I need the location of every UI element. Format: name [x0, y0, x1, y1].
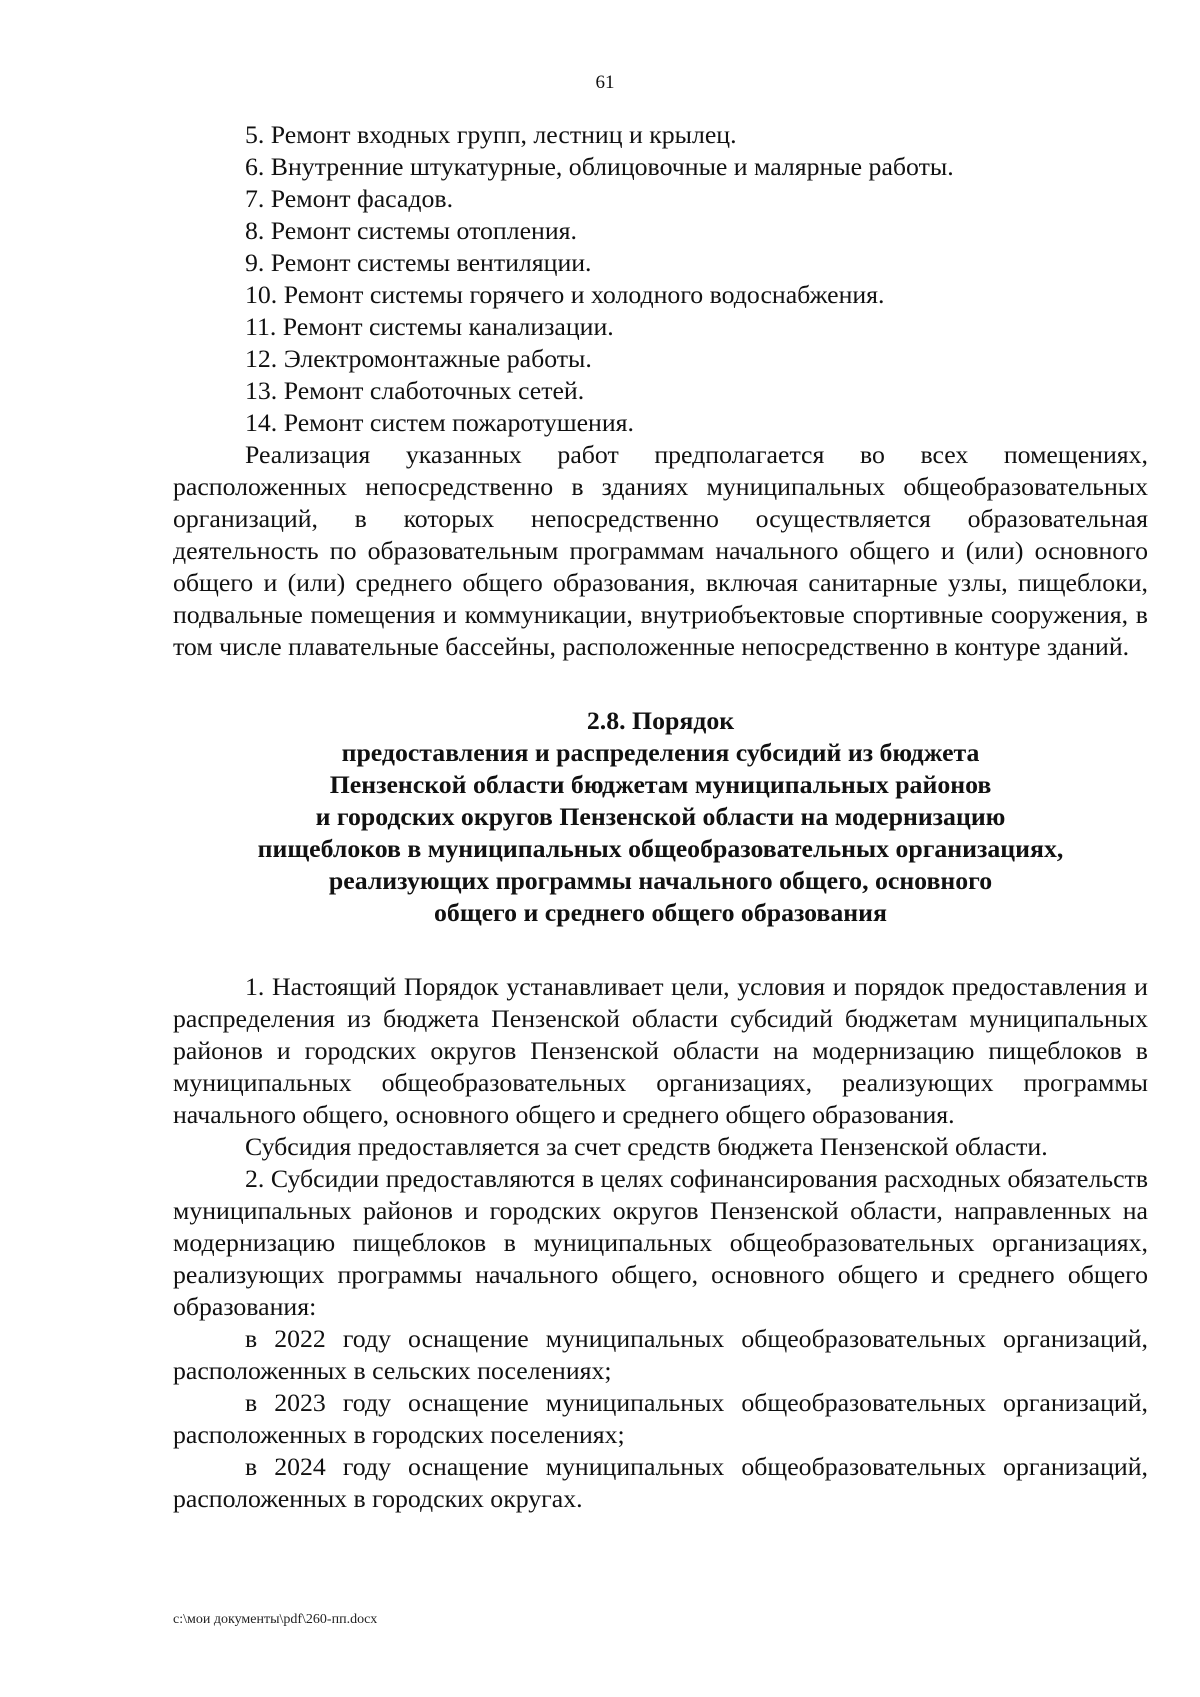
paragraph: в 2024 году оснащение муниципальных общеобразовательных организаций, расположенных в городских округах.: [173, 1452, 1148, 1513]
heading-line: Пензенской области бюджетам муниципальных районов: [329, 770, 992, 799]
heading-line: пищеблоков в муниципальных общеобразовательных организациях,: [257, 834, 1064, 863]
paragraph: 1. Настоящий Порядок устанавливает цели, условия и порядок предоставления и распределения из бюджета Пензенской области субсидий бюджетам муниципальных районов и городских округов Пензенской области на модернизацию пищеблоков в муниципальных общеобразовательных организациях, реализующих программы начального общего, основного общего и среднего общего образования.: [173, 972, 1148, 1129]
section-heading: [173, 705, 1148, 929]
paragraph: в 2023 году оснащение муниципальных общеобразовательных организаций, расположенных в городских поселениях;: [173, 1388, 1148, 1449]
list-item: 13. Ремонт слаботочных сетей.: [245, 376, 585, 405]
heading-line: реализующих программы начального общего, основного: [328, 866, 993, 895]
list-item: 11. Ремонт системы канализации.: [245, 312, 614, 341]
heading-line: 2.8. Порядок: [586, 706, 735, 735]
paragraph: в 2022 году оснащение муниципальных общеобразовательных организаций, расположенных в сельских поселениях;: [173, 1324, 1148, 1385]
list-item: 5. Ремонт входных групп, лестниц и крылец.: [245, 120, 737, 149]
document-body: [173, 119, 1148, 1515]
paragraph: Субсидия предоставляется за счет средств бюджета Пензенской области.: [245, 1132, 1048, 1161]
list-item: 9. Ремонт системы вентиляции.: [245, 248, 592, 277]
heading-line: предоставления и распределения субсидий из бюджета: [341, 738, 980, 767]
list-item: 6. Внутренние штукатурные, облицовочные и малярные работы.: [245, 152, 954, 181]
list-item: 14. Ремонт систем пожаротушения.: [245, 408, 634, 437]
intro-paragraph: Реализация указанных работ предполагается во всех помещениях, расположенных непосредственно в зданиях муниципальных общеобразовательных организаций, в которых непосредственно осуществляется образовательная деятельность по образовательным программам начального общего и (или) основного общего и (или) среднего общего образования, включая санитарные узлы, пищеблоки, подвальные помещения и коммуникации, внутриобъектовые спортивные сооружения, в том числе плавательные бассейны, расположенные непосредственно в контуре зданий.: [173, 440, 1148, 661]
heading-line: и городских округов Пензенской области на модернизацию: [315, 802, 1006, 831]
paragraph: 2. Субсидии предоставляются в целях софинансирования расходных обязательств муниципальных районов и городских округов Пензенской области, направленных на модернизацию пищеблоков в муниципальных общеобразовательных организациях, реализующих программы начального общего, основного общего и среднего общего образования:: [173, 1164, 1148, 1321]
list-item: 8. Ремонт системы отопления.: [245, 216, 577, 245]
page-number: 61: [595, 72, 615, 93]
list-item: 7. Ремонт фасадов.: [245, 184, 454, 213]
list-item: 10. Ремонт системы горячего и холодного водоснабжения.: [245, 280, 885, 309]
footer-file-path: c:\мои документы\pdf\260-пп.docx: [173, 1612, 378, 1627]
list-item: 12. Электромонтажные работы.: [245, 344, 592, 373]
heading-line: общего и среднего общего образования: [434, 898, 887, 927]
